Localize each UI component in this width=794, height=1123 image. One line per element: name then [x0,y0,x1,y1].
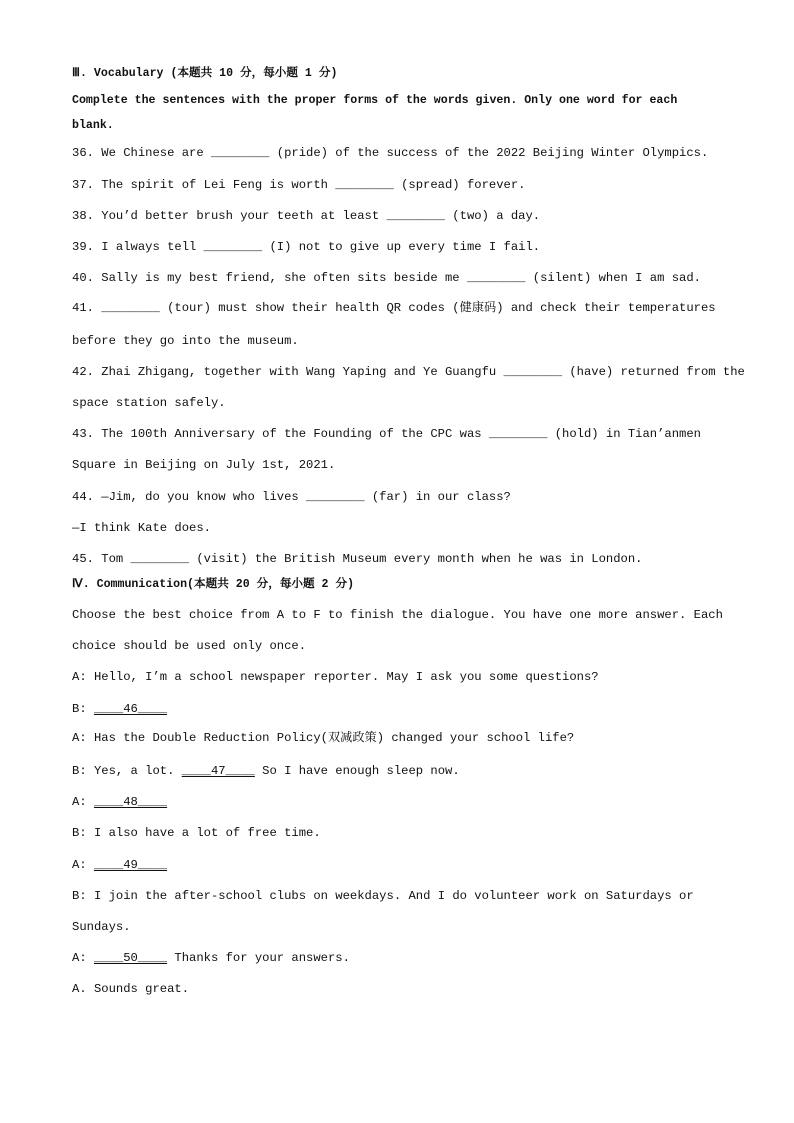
question-line: 36. We Chinese are ________ (pride) of the success of the 2022 Beijing Winter Olympics. [72,146,709,160]
question-line: —I think Kate does. [72,521,211,535]
communication-instructions-line-1: Choose the best choice from A to F to finish the dialogue. You have one more answer. Each [72,608,723,622]
question-line: 38. You’d better brush your teeth at least ________ (two) a day. [72,209,541,223]
dialogue-line: A: ____48____ [72,795,168,809]
question-line: 44. —Jim, do you know who lives ________ (far) in our class? [72,490,511,504]
answer-blank: ____49____ [93,858,168,872]
dialogue-line: B: I join the after-school clubs on weekdays. And I do volunteer work on Saturdays or [72,889,694,903]
question-line: before they go into the museum. [72,334,299,348]
dialogue-line: B: Yes, a lot. ____47____ So I have enough sleep now. [72,764,460,778]
section-heading-vocabulary: Ⅲ. Vocabulary (本题共 10 分，每小题 1 分) [72,67,338,80]
dialogue-line: A: ____50____ Thanks for your answers. [72,951,350,965]
question-line: space station safely. [72,396,226,410]
dialogue-line: A: Hello, I’m a school newspaper reporter. May I ask you some questions? [72,670,599,684]
question-line: 41. ________ (tour) must show their health QR codes (健康码) and check their temperatures [72,301,716,315]
vocabulary-instructions-line-2: blank. [72,119,114,132]
communication-instructions-line-2: choice should be used only once. [72,639,307,653]
dialogue-line: B: I also have a lot of free time. [72,826,321,840]
dialogue-line: B: ____46____ [72,702,168,716]
answer-blank: ____47____ [181,764,255,778]
answer-blank: ____50____ [93,951,168,965]
dialogue-line: A: Has the Double Reduction Policy(双减政策) changed your school life? [72,731,575,745]
question-line: 42. Zhai Zhigang, together with Wang Yaping and Ye Guangfu ________ (have) returned from the [72,365,745,379]
question-line: 39. I always tell ________ (I) not to give up every time I fail. [72,240,541,254]
question-line: 37. The spirit of Lei Feng is worth ________ (spread) forever. [72,178,526,192]
option-item: A. Sounds great. [72,982,190,996]
dialogue-line: Sundays. [72,920,131,934]
answer-blank: ____48____ [93,795,168,809]
vocabulary-instructions-line-1: Complete the sentences with the proper forms of the words given. Only one word for each [72,94,678,107]
section-heading-communication: Ⅳ. Communication(本题共 20 分，每小题 2 分) [72,578,355,591]
dialogue-line: A: ____49____ [72,858,168,872]
question-line: 43. The 100th Anniversary of the Founding of the CPC was ________ (hold) in Tian’anmen [72,427,701,441]
answer-blank: ____46____ [93,702,168,716]
question-line: 40. Sally is my best friend, she often sits beside me ________ (silent) when I am sad. [72,271,701,285]
question-line: Square in Beijing on July 1st, 2021. [72,458,336,472]
question-line: 45. Tom ________ (visit) the British Museum every month when he was in London. [72,552,643,566]
